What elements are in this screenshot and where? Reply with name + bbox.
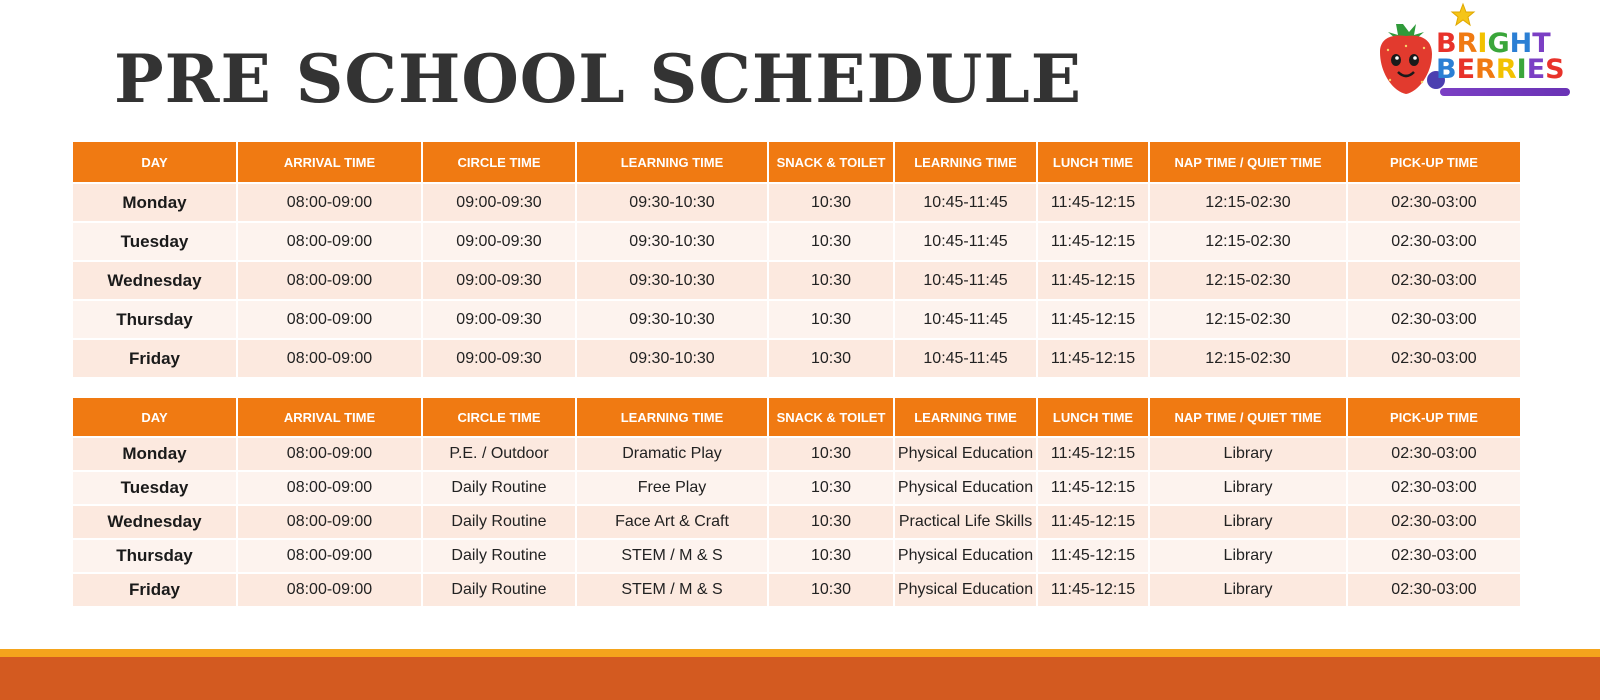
logo-letter: S xyxy=(1545,54,1565,85)
schedule-table-activities xyxy=(73,398,1520,606)
schedule-table-times xyxy=(73,142,1520,377)
schedule-cell: 02:30-03:00 xyxy=(1348,504,1520,538)
logo-letter: I xyxy=(1477,28,1488,59)
table-row xyxy=(73,436,1520,470)
logo-letter: R xyxy=(1456,28,1478,59)
day-cell: Tuesday xyxy=(73,470,238,504)
day-cell: Wednesday xyxy=(73,504,238,538)
schedule-cell: 08:00-09:00 xyxy=(238,470,423,504)
schedule-cell: 11:45-12:15 xyxy=(1038,221,1150,260)
schedule-cell: 08:00-09:00 xyxy=(238,538,423,572)
schedule-cell: 08:00-09:00 xyxy=(238,299,423,338)
column-header: ARRIVAL TIME xyxy=(238,142,423,182)
schedule-cell: 11:45-12:15 xyxy=(1038,572,1150,606)
table-body xyxy=(73,182,1520,377)
column-header: CIRCLE TIME xyxy=(423,398,577,436)
column-header: LEARNING TIME xyxy=(577,398,769,436)
column-header: NAP TIME / QUIET TIME xyxy=(1150,398,1348,436)
table-row xyxy=(73,338,1520,377)
column-header: DAY xyxy=(73,398,238,436)
schedule-cell: Library xyxy=(1150,572,1348,606)
schedule-cell: Physical Education xyxy=(895,470,1038,504)
schedule-cell: 10:30 xyxy=(769,436,895,470)
schedule-cell: 09:30-10:30 xyxy=(577,299,769,338)
schedule-cell: 09:00-09:30 xyxy=(423,338,577,377)
column-header: ARRIVAL TIME xyxy=(238,398,423,436)
logo-letter: B xyxy=(1436,54,1457,85)
schedule-cell: 10:30 xyxy=(769,221,895,260)
schedule-cell: 02:30-03:00 xyxy=(1348,470,1520,504)
schedule-cell: 02:30-03:00 xyxy=(1348,338,1520,377)
schedule-cell: Library xyxy=(1150,470,1348,504)
schedule-cell: 11:45-12:15 xyxy=(1038,538,1150,572)
day-cell: Tuesday xyxy=(73,221,238,260)
schedule-cell: 12:15-02:30 xyxy=(1150,260,1348,299)
schedule-cell: 08:00-09:00 xyxy=(238,260,423,299)
day-cell: Monday xyxy=(73,436,238,470)
day-cell: Friday xyxy=(73,572,238,606)
schedule-cell: 08:00-09:00 xyxy=(238,572,423,606)
logo-letter: T xyxy=(1532,28,1551,59)
logo-letter: R xyxy=(1495,54,1517,85)
schedule-cell: Practical Life Skills xyxy=(895,504,1038,538)
logo-letter: G xyxy=(1487,28,1510,59)
table-row xyxy=(73,260,1520,299)
schedule-cell: Daily Routine xyxy=(423,538,577,572)
schedule-cell: Library xyxy=(1150,538,1348,572)
column-header: CIRCLE TIME xyxy=(423,142,577,182)
page-title: PRE SCHOOL SCHEDULE xyxy=(114,40,1083,118)
table-row xyxy=(73,572,1520,606)
schedule-cell: 02:30-03:00 xyxy=(1348,572,1520,606)
schedule-cell: 11:45-12:15 xyxy=(1038,299,1150,338)
schedule-cell: Physical Education xyxy=(895,436,1038,470)
day-cell: Monday xyxy=(73,182,238,221)
schedule-cell: 10:30 xyxy=(769,338,895,377)
logo-letter: E xyxy=(1456,54,1476,85)
logo-letter: R xyxy=(1475,54,1496,85)
schedule-cell: Daily Routine xyxy=(423,572,577,606)
schedule-cell: 10:30 xyxy=(769,299,895,338)
schedule-cell: 10:30 xyxy=(769,504,895,538)
table-row xyxy=(73,538,1520,572)
schedule-cell: Daily Routine xyxy=(423,470,577,504)
schedule-cell: 10:45-11:45 xyxy=(895,338,1038,377)
day-cell: Thursday xyxy=(73,538,238,572)
schedule-cell: STEM / M & S xyxy=(577,538,769,572)
schedule-cell: 02:30-03:00 xyxy=(1348,299,1520,338)
schedule-cell: 09:00-09:30 xyxy=(423,182,577,221)
schedule-cell: P.E. / Outdoor xyxy=(423,436,577,470)
schedule-cell: 09:30-10:30 xyxy=(577,221,769,260)
column-header: LUNCH TIME xyxy=(1038,142,1150,182)
schedule-cell: 10:45-11:45 xyxy=(895,260,1038,299)
schedule-cell: STEM / M & S xyxy=(577,572,769,606)
schedule-cell: 10:30 xyxy=(769,182,895,221)
schedule-cell: 09:30-10:30 xyxy=(577,260,769,299)
schedule-cell: 12:15-02:30 xyxy=(1150,182,1348,221)
schedule-cell: Daily Routine xyxy=(423,504,577,538)
column-header: LEARNING TIME xyxy=(895,398,1038,436)
header-row xyxy=(73,398,1520,436)
schedule-cell: 02:30-03:00 xyxy=(1348,260,1520,299)
schedule-cell: Free Play xyxy=(577,470,769,504)
schedule-cell: 08:00-09:00 xyxy=(238,338,423,377)
schedule-cell: 11:45-12:15 xyxy=(1038,260,1150,299)
schedule-cell: 11:45-12:15 xyxy=(1038,338,1150,377)
table-body xyxy=(73,436,1520,606)
logo-word-berries xyxy=(1436,56,1565,83)
logo-letter: E xyxy=(1526,54,1546,85)
schedule-cell: 08:00-09:00 xyxy=(238,182,423,221)
schedule-cell: Physical Education xyxy=(895,538,1038,572)
column-header: SNACK & TOILET xyxy=(769,142,895,182)
footer-accent-line xyxy=(0,649,1600,657)
logo-word-bright xyxy=(1436,30,1551,57)
schedule-cell: 11:45-12:15 xyxy=(1038,470,1150,504)
table-row xyxy=(73,299,1520,338)
table-row xyxy=(73,182,1520,221)
schedule-cell: 08:00-09:00 xyxy=(238,504,423,538)
schedule-cell: 09:00-09:30 xyxy=(423,221,577,260)
column-header: DAY xyxy=(73,142,238,182)
schedule-cell: 12:15-02:30 xyxy=(1150,338,1348,377)
schedule-cell: 12:15-02:30 xyxy=(1150,299,1348,338)
column-header: NAP TIME / QUIET TIME xyxy=(1150,142,1348,182)
schedule-cell: Dramatic Play xyxy=(577,436,769,470)
day-cell: Wednesday xyxy=(73,260,238,299)
schedule-cell: 10:45-11:45 xyxy=(895,299,1038,338)
column-header: LEARNING TIME xyxy=(895,142,1038,182)
schedule-cell: Library xyxy=(1150,436,1348,470)
logo-letter: H xyxy=(1509,28,1533,59)
schedule-cell: 11:45-12:15 xyxy=(1038,182,1150,221)
header-row xyxy=(73,142,1520,182)
schedule-cell: Library xyxy=(1150,504,1348,538)
schedule-cell: 12:15-02:30 xyxy=(1150,221,1348,260)
schedule-cell: 10:30 xyxy=(769,470,895,504)
schedule-cell: 11:45-12:15 xyxy=(1038,504,1150,538)
schedule-cell: 09:30-10:30 xyxy=(577,338,769,377)
schedule-cell: 09:30-10:30 xyxy=(577,182,769,221)
schedule-cell: 08:00-09:00 xyxy=(238,436,423,470)
table-row xyxy=(73,221,1520,260)
schedule-cell: 09:00-09:30 xyxy=(423,260,577,299)
column-header: LUNCH TIME xyxy=(1038,398,1150,436)
schedule-cell: 02:30-03:00 xyxy=(1348,221,1520,260)
schedule-cell: 10:30 xyxy=(769,572,895,606)
schedule-cell: Physical Education xyxy=(895,572,1038,606)
table-header xyxy=(73,398,1520,436)
column-header: PICK-UP TIME xyxy=(1348,142,1520,182)
schedule-cell: 10:45-11:45 xyxy=(895,221,1038,260)
logo-letter: I xyxy=(1516,54,1527,85)
schedule-cell: 10:30 xyxy=(769,260,895,299)
column-header: SNACK & TOILET xyxy=(769,398,895,436)
schedule-cell: 08:00-09:00 xyxy=(238,221,423,260)
schedule-cell: 09:00-09:30 xyxy=(423,299,577,338)
logo-letter: B xyxy=(1436,28,1457,59)
schedule-cell: 02:30-03:00 xyxy=(1348,182,1520,221)
table-header xyxy=(73,142,1520,182)
column-header: LEARNING TIME xyxy=(577,142,769,182)
logo-underline-bar xyxy=(1440,88,1570,96)
column-header: PICK-UP TIME xyxy=(1348,398,1520,436)
schedule-cell: 10:45-11:45 xyxy=(895,182,1038,221)
table-row xyxy=(73,470,1520,504)
schedule-cell: 11:45-12:15 xyxy=(1038,436,1150,470)
schedule-cell: 10:30 xyxy=(769,538,895,572)
table-row xyxy=(73,504,1520,538)
day-cell: Friday xyxy=(73,338,238,377)
schedule-cell: 02:30-03:00 xyxy=(1348,538,1520,572)
bright-berries-logo xyxy=(1366,2,1576,102)
footer-band xyxy=(0,657,1600,700)
schedule-cell: Face Art & Craft xyxy=(577,504,769,538)
day-cell: Thursday xyxy=(73,299,238,338)
schedule-cell: 02:30-03:00 xyxy=(1348,436,1520,470)
